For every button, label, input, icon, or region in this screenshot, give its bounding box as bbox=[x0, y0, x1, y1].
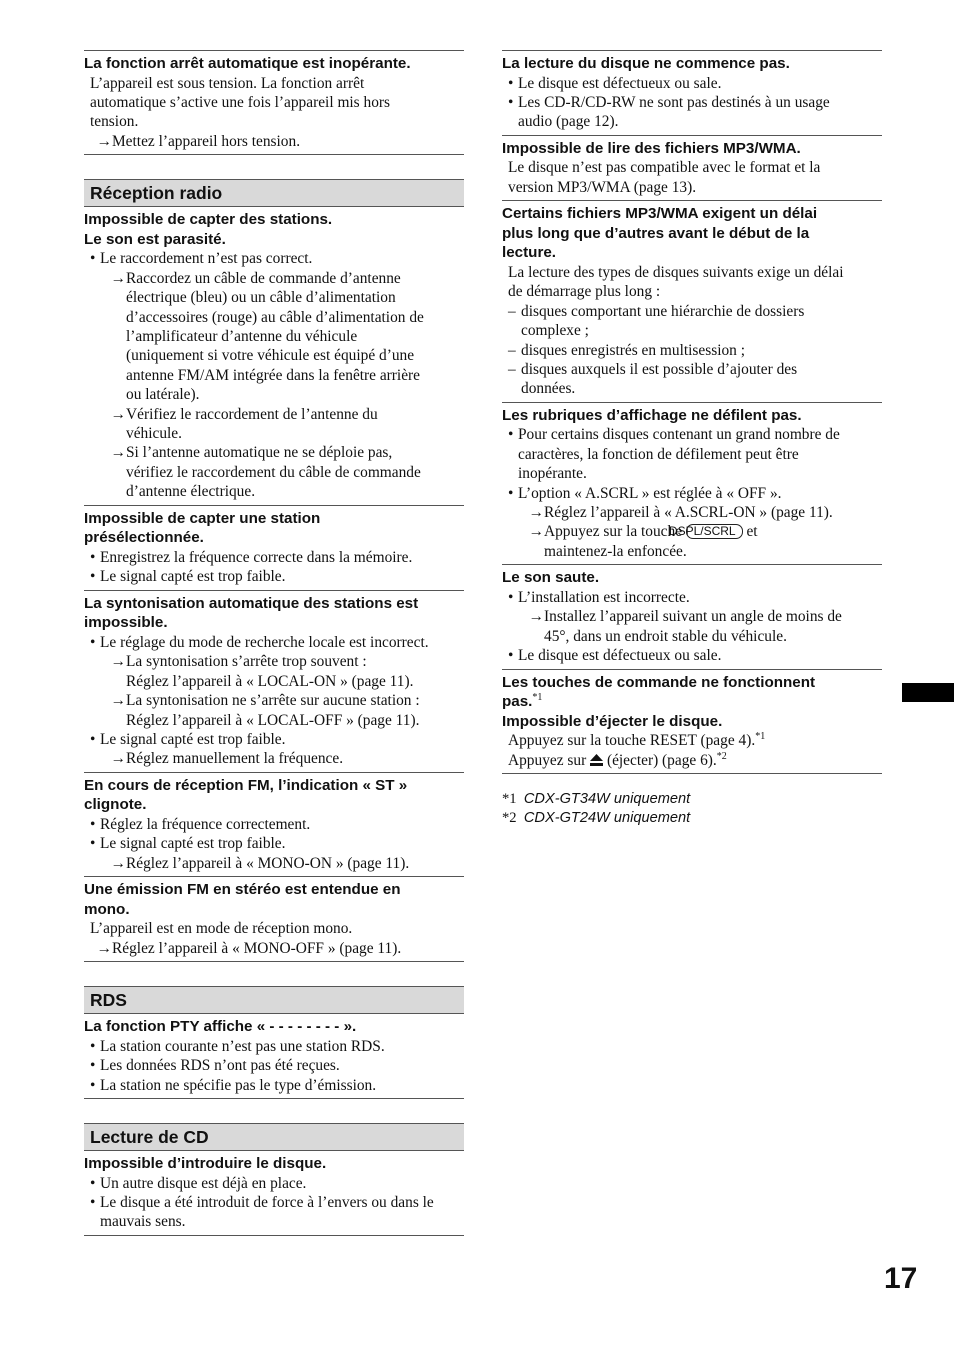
footnote-ref: *2 bbox=[716, 750, 727, 762]
remedy-line: → Installez l’appareil suivant un angle de moins de bbox=[502, 607, 882, 626]
entry-auto-off bbox=[84, 54, 464, 155]
remedy-line: → Vérifiez le raccordement de l’antenne du bbox=[84, 405, 464, 424]
remedy-line bbox=[502, 522, 882, 541]
entry-title: Les touches de commande ne fonctionnent bbox=[502, 673, 816, 691]
bullet-item: • Le disque a été introduit de force à l’envers ou dans le bbox=[84, 1193, 464, 1212]
remedy-line: → Mettez l’appareil hors tension. bbox=[84, 132, 464, 151]
entry-title: La lecture du disque ne commence pas. bbox=[502, 55, 790, 72]
remedy-line: → Réglez manuellement la fréquence. bbox=[84, 749, 464, 768]
bullet-item: • L’installation est incorrecte. bbox=[502, 588, 882, 607]
bullet-item: • Le signal capté est trop faible. bbox=[84, 730, 464, 749]
entry-title: Impossible d’introduire le disque. bbox=[84, 1154, 327, 1172]
bullet-item: • L’option « A.SCRL » est réglée à « OFF ». bbox=[502, 484, 882, 503]
remedy-line: → Réglez l’appareil à « A.SCRL-ON » (page 11). bbox=[502, 503, 882, 522]
entry-title bbox=[502, 692, 882, 712]
text-line: L’appareil est sous tension. La fonction arrêt bbox=[90, 74, 365, 92]
text-line: antenne FM/AM intégrée dans la fenêtre arrière bbox=[126, 366, 421, 384]
text-line: La lecture des types de disques suivants exige un délai bbox=[508, 264, 844, 281]
text-line: Réglez l’appareil à « LOCAL-ON » (page 11). bbox=[126, 672, 414, 690]
text-line: version MP3/WMA (page 13). bbox=[508, 178, 697, 196]
text-line: audio (page 12). bbox=[518, 113, 619, 131]
remedy-line: → Raccordez un câble de commande d’antenne bbox=[84, 269, 464, 288]
entry-title: Les rubriques d’affichage ne défilent pas. bbox=[502, 406, 802, 424]
bullet-item: • Un autre disque est déjà en place. bbox=[84, 1174, 464, 1193]
page-number: 17 bbox=[884, 1262, 918, 1295]
bullet-item: • Pour certains disques contenant un grand nombre de bbox=[502, 425, 882, 444]
entry-title: Impossible de capter des stations. bbox=[84, 211, 333, 229]
text-line: ou latérale). bbox=[126, 386, 200, 404]
footnote-mark: *1 bbox=[502, 791, 517, 808]
bullet-item: • Le signal capté est trop faible. bbox=[84, 834, 464, 853]
entry-buttons-eject bbox=[502, 673, 882, 775]
entry-title: clignote. bbox=[84, 796, 147, 814]
text-line: (uniquement si votre véhicule est équipé d’une bbox=[126, 347, 415, 365]
entry-st-blinks bbox=[84, 776, 464, 877]
entry-title: Impossible de lire des fichiers MP3/WMA. bbox=[502, 139, 801, 157]
footnotes bbox=[502, 790, 882, 828]
entry-title: La fonction arrêt automatique est inopérante. bbox=[84, 55, 411, 72]
entry-title: Le son est parasité. bbox=[84, 230, 226, 248]
entry-title: plus long que d’autres avant le début de la bbox=[502, 224, 810, 242]
text-line: véhicule. bbox=[126, 425, 182, 443]
footnote bbox=[502, 809, 882, 828]
text-line: mauvais sens. bbox=[100, 1213, 186, 1231]
entry-pty bbox=[84, 1017, 464, 1099]
section-tab-marker bbox=[902, 683, 954, 702]
bullet-item: • Le réglage du mode de recherche locale est incorrect. bbox=[84, 633, 464, 652]
footnote-text: CDX-GT24W uniquement bbox=[523, 810, 691, 827]
entry-mp3-unreadable bbox=[502, 139, 882, 201]
text-line: données. bbox=[521, 380, 576, 398]
entry-no-preset bbox=[84, 509, 464, 591]
dash-item: – disques comportant une hiérarchie de dossiers bbox=[502, 302, 882, 321]
text-span: et bbox=[746, 523, 758, 541]
section-heading-radio: Réception radio bbox=[84, 179, 464, 207]
text-line: complexe ; bbox=[521, 322, 589, 340]
footnote-mark: *2 bbox=[502, 810, 517, 827]
bullet-item: • Le disque est défectueux ou sale. bbox=[502, 646, 882, 665]
text-line: d’accessoires (rouge) au câble d’alimentation de bbox=[126, 308, 424, 326]
text-span: Appuyez sur la touche bbox=[544, 523, 683, 541]
remedy-line: → La syntonisation s’arrête trop souvent : bbox=[84, 652, 464, 671]
remedy-line: → Si l’antenne automatique ne se déploie pas, bbox=[84, 443, 464, 462]
entry-auto-tuning bbox=[84, 594, 464, 773]
text-span: Appuyez sur la touche RESET (page 4). bbox=[508, 732, 756, 750]
bullet-item: • La station ne spécifie pas le type d’émission. bbox=[84, 1076, 464, 1095]
left-column bbox=[84, 50, 464, 1236]
entry-title: La fonction PTY affiche « - - - - - - - - ». bbox=[84, 1018, 357, 1036]
text-line bbox=[502, 731, 882, 750]
text-span: pas. bbox=[502, 693, 533, 711]
dspl-scrl-key: DSPL/SCRL bbox=[686, 524, 743, 539]
entry-no-stations bbox=[84, 210, 464, 505]
entry-title: impossible. bbox=[84, 614, 168, 632]
right-column bbox=[502, 50, 882, 828]
text-line: 45°, dans un endroit stable du véhicule. bbox=[544, 627, 787, 645]
entry-title: Le son saute. bbox=[502, 569, 600, 587]
text-line: Le disque n’est pas compatible avec le format et la bbox=[508, 159, 821, 177]
text-line: vérifiez le raccordement du câble de commande bbox=[126, 463, 421, 481]
dash-item: – disques auxquels il est possible d’ajouter des bbox=[502, 360, 882, 379]
entry-no-scroll bbox=[502, 406, 882, 565]
text-line: L’appareil est en mode de réception mono. bbox=[90, 920, 353, 938]
bullet-item: • Enregistrez la fréquence correcte dans la mémoire. bbox=[84, 548, 464, 567]
bullet-item: • Le signal capté est trop faible. bbox=[84, 567, 464, 586]
entry-mp3-delay bbox=[502, 204, 882, 403]
text-line: maintenez-la enfoncée. bbox=[544, 542, 687, 560]
bullet-item: • La station courante n’est pas une station RDS. bbox=[84, 1037, 464, 1056]
entry-sound-skips bbox=[502, 568, 882, 669]
section-heading-rds: RDS bbox=[84, 986, 464, 1014]
text-line: automatique s’active une fois l’appareil mis hors bbox=[90, 94, 391, 111]
bullet-item: • Le raccordement n’est pas correct. bbox=[84, 249, 464, 268]
remedy-line: → Réglez l’appareil à « MONO-ON » (page 11). bbox=[84, 854, 464, 873]
entry-title: Impossible d’éjecter le disque. bbox=[502, 712, 723, 730]
entry-playback-start bbox=[502, 54, 882, 136]
bullet-item: • Les CD-R/CD-RW ne sont pas destinés à un usage bbox=[502, 93, 882, 112]
text-line: d’antenne électrique. bbox=[126, 483, 256, 501]
bullet-item: • Réglez la fréquence correctement. bbox=[84, 815, 464, 834]
text-line: de démarrage plus long : bbox=[508, 283, 661, 301]
bullet-item: • Les données RDS n’ont pas été reçues. bbox=[84, 1056, 464, 1075]
dash-item: – disques enregistrés en multisession ; bbox=[502, 341, 882, 360]
text-line: Réglez l’appareil à « LOCAL-OFF » (page 11). bbox=[126, 711, 420, 729]
entry-title: présélectionnée. bbox=[84, 529, 204, 547]
text-span: Appuyez sur bbox=[508, 751, 587, 769]
text-line: électrique (bleu) ou un câble d’alimentation bbox=[126, 289, 396, 307]
entry-stereo-mono bbox=[84, 880, 464, 962]
entry-title: Certains fichiers MP3/WMA exigent un délai bbox=[502, 205, 818, 223]
entry-title: Impossible de capter une station bbox=[84, 509, 321, 527]
remedy-line: → Réglez l’appareil à « MONO-OFF » (page 11). bbox=[84, 939, 464, 958]
text-line: caractères, la fonction de défilement peut être bbox=[518, 445, 799, 463]
footnote-text: CDX-GT34W uniquement bbox=[523, 791, 691, 808]
section-heading-cd: Lecture de CD bbox=[84, 1123, 464, 1151]
remedy-line: → La syntonisation ne s’arrête sur aucune station : bbox=[84, 691, 464, 710]
text-line: l’amplificateur d’antenne du véhicule bbox=[126, 328, 358, 346]
entry-title: En cours de réception FM, l’indication « ST » bbox=[84, 776, 408, 794]
entry-title: lecture. bbox=[502, 244, 557, 262]
bullet-item: • Le disque est défectueux ou sale. bbox=[502, 74, 882, 93]
entry-title: La syntonisation automatique des stations est bbox=[84, 594, 419, 612]
entry-title: Une émission FM en stéréo est entendue en bbox=[84, 881, 401, 899]
text-line bbox=[502, 751, 882, 770]
text-line: inopérante. bbox=[518, 465, 587, 483]
eject-icon bbox=[590, 754, 603, 766]
footnote bbox=[502, 790, 882, 809]
entry-title: mono. bbox=[84, 900, 130, 918]
text-line: tension. bbox=[90, 113, 139, 131]
footnote-ref: *1 bbox=[532, 692, 543, 704]
footnote-ref: *1 bbox=[755, 731, 766, 743]
text-span: (éjecter) (page 6). bbox=[606, 751, 717, 769]
entry-insert-disc bbox=[84, 1154, 464, 1236]
